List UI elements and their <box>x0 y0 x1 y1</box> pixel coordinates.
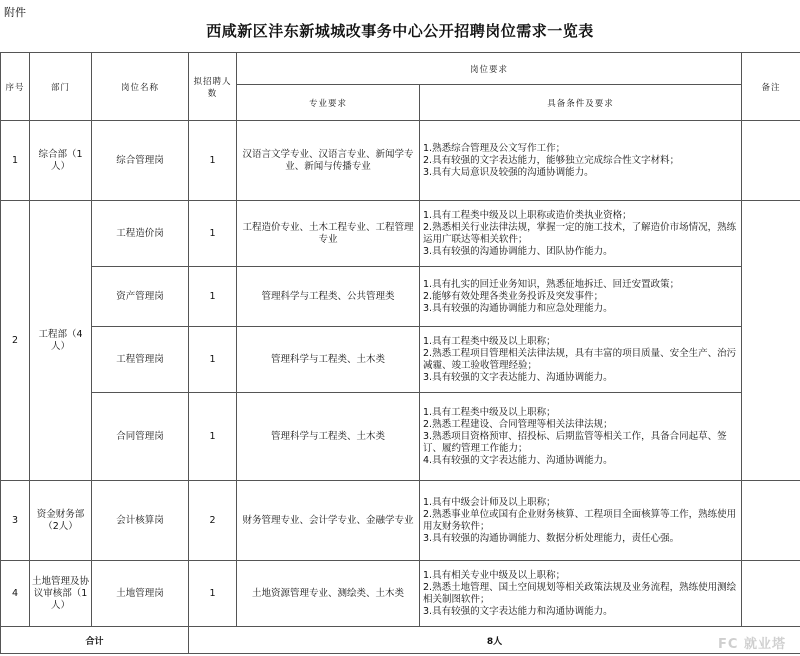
header-requirements: 岗位要求 <box>237 53 742 85</box>
condition-line: 3.具有大局意识及较强的沟通协调能力。 <box>423 166 594 178</box>
cell-count: 1 <box>189 201 237 267</box>
table-row <box>1 121 800 201</box>
cell-remark <box>742 121 800 201</box>
cell-conditions <box>420 393 742 481</box>
condition-line: 1.具有扎实的回迁业务知识，熟悉征地拆迁、回迁安置政策； <box>423 278 680 290</box>
cell-seq: 4 <box>1 561 30 627</box>
condition-line: 3.具有较强的沟通协调能力、团队协作能力。 <box>423 245 613 257</box>
condition-line: 1.具有工程类中级及以上职称； <box>423 406 556 418</box>
condition-line: 1.熟悉综合管理及公文写作工作； <box>423 142 566 154</box>
header-conditions: 具备条件及要求 <box>420 85 742 121</box>
cell-major: 汉语言文学专业、汉语言专业、新闻学专业、新闻与传播专业 <box>237 121 420 201</box>
condition-line: 1.具有工程类中级及以上职称； <box>423 335 556 347</box>
total-label: 合计 <box>1 627 189 654</box>
page-title: 西咸新区沣东新城城改事务中心公开招聘岗位需求一览表 <box>206 22 594 40</box>
cell-dept: 工程部（4人） <box>30 201 92 481</box>
cell-count: 1 <box>189 327 237 393</box>
condition-line: 3.熟悉项目资格预审、招投标、后期监管等相关工作，具备合同起草、签订、履约管理工作能力； <box>423 430 727 454</box>
cell-post: 会计核算岗 <box>92 481 189 561</box>
cell-post: 工程造价岗 <box>92 201 189 267</box>
header-seq: 序号 <box>1 53 30 121</box>
condition-line: 2.熟悉工程项目管理相关法律法规，具有丰富的项目质量、安全生产、治污减霾、竣工验收管理经验； <box>423 347 737 371</box>
header-count: 拟招聘人数 <box>189 53 237 121</box>
condition-line: 2.熟悉相关行业法律法规，掌握一定的施工技术，了解造价市场情况，熟练运用广联达等相关软件； <box>423 221 737 245</box>
cell-conditions <box>420 201 742 267</box>
cell-conditions <box>420 267 742 327</box>
total-value: 8人 <box>189 627 800 654</box>
cell-conditions <box>420 121 742 201</box>
cell-dept: 资金财务部（2人） <box>30 481 92 561</box>
condition-line: 2.能够有效处理各类业务投诉及突发事件； <box>423 290 604 302</box>
attachment-label: 附件 <box>4 6 26 19</box>
condition-line: 3.具有较强的文字表达能力、沟通协调能力。 <box>423 371 613 383</box>
cell-major: 管理科学与工程类、公共管理类 <box>237 267 420 327</box>
condition-line: 2.具有较强的文字表达能力，能够独立完成综合性文字材料； <box>423 154 680 166</box>
cell-count: 1 <box>189 561 237 627</box>
table-row <box>1 201 800 267</box>
table-row <box>1 561 800 627</box>
header-remark: 备注 <box>742 53 800 121</box>
condition-line: 3.具有较强的沟通协调能力、数据分析处理能力，责任心强。 <box>423 532 680 544</box>
header-dept: 部门 <box>30 53 92 121</box>
cell-seq: 2 <box>1 201 30 481</box>
cell-conditions <box>420 561 742 627</box>
table-row <box>1 327 800 393</box>
cell-conditions <box>420 481 742 561</box>
cell-post: 综合管理岗 <box>92 121 189 201</box>
cell-post: 工程管理岗 <box>92 327 189 393</box>
cell-major: 管理科学与工程类、土木类 <box>237 393 420 481</box>
cell-remark <box>742 481 800 561</box>
cell-post: 土地管理岗 <box>92 561 189 627</box>
condition-line: 2.熟悉事业单位或国有企业财务核算、工程项目全面核算等工作，熟练使用用友财务软件； <box>423 508 737 532</box>
cell-seq: 3 <box>1 481 30 561</box>
cell-count: 2 <box>189 481 237 561</box>
table-row <box>1 267 800 327</box>
cell-post: 资产管理岗 <box>92 267 189 327</box>
cell-major: 管理科学与工程类、土木类 <box>237 327 420 393</box>
table-row <box>1 393 800 481</box>
total-row <box>1 627 800 654</box>
condition-line: 3.具有较强的沟通协调能力和应急处理能力。 <box>423 302 613 314</box>
watermark-logo: FC 就业塔 <box>718 637 786 652</box>
table-row <box>1 481 800 561</box>
recruitment-table <box>0 52 800 654</box>
header-post: 岗位名称 <box>92 53 189 121</box>
condition-line: 4.具有较强的文字表达能力、沟通协调能力。 <box>423 454 613 466</box>
cell-count: 1 <box>189 393 237 481</box>
cell-major: 土地资源管理专业、测绘类、土木类 <box>237 561 420 627</box>
condition-line: 1.具有中级会计师及以上职称； <box>423 496 556 508</box>
header-major: 专业要求 <box>237 85 420 121</box>
cell-post: 合同管理岗 <box>92 393 189 481</box>
condition-line: 2.熟悉土地管理、国土空间规划等相关政策法规及业务流程，熟练使用测绘相关制图软件； <box>423 581 737 605</box>
cell-count: 1 <box>189 121 237 201</box>
cell-dept: 土地管理及协议审核部（1人） <box>30 561 92 627</box>
cell-count: 1 <box>189 267 237 327</box>
condition-line: 2.熟悉工程建设、合同管理等相关法律法规； <box>423 418 613 430</box>
condition-line: 1.具有相关专业中级及以上职称； <box>423 569 566 581</box>
cell-remark <box>742 201 800 481</box>
cell-conditions <box>420 327 742 393</box>
condition-line: 3.具有较强的文字表达能力和沟通协调能力。 <box>423 605 613 617</box>
cell-major: 财务管理专业、会计学专业、金融学专业 <box>237 481 420 561</box>
cell-dept: 综合部（1人） <box>30 121 92 201</box>
condition-line: 1.具有工程类中级及以上职称或造价类执业资格； <box>423 209 632 221</box>
cell-remark <box>742 561 800 627</box>
cell-major: 工程造价专业、土木工程专业、工程管理专业 <box>237 201 420 267</box>
cell-seq: 1 <box>1 121 30 201</box>
